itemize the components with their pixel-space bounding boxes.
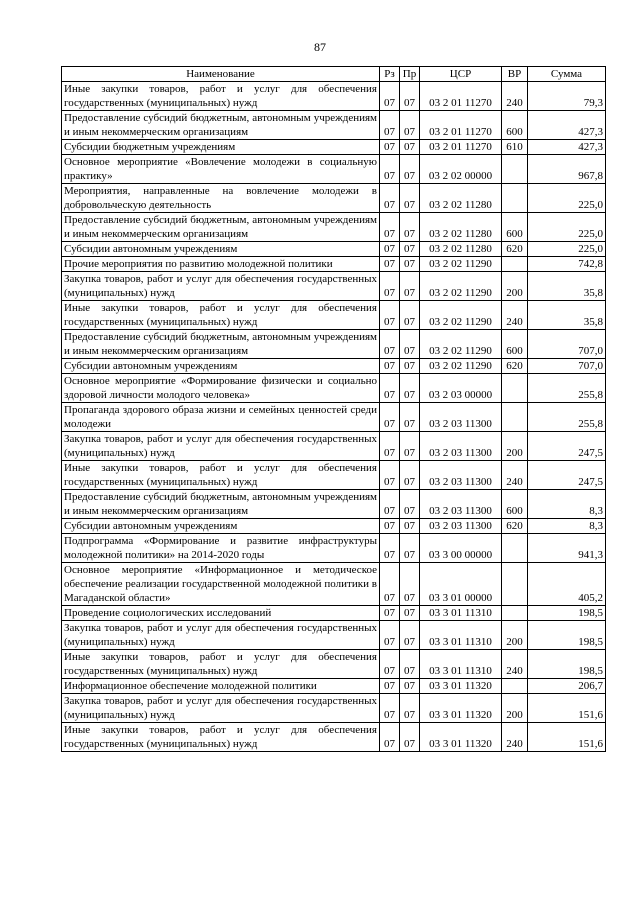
cell-vr: 240: [502, 650, 528, 679]
cell-pr: 07: [400, 111, 420, 140]
cell-name: Иные закупки товаров, работ и услуг для обеспечения государственных (муниципальных) нужд: [62, 301, 380, 330]
cell-name: Субсидии автономным учреждениям: [62, 519, 380, 534]
cell-vr: [502, 679, 528, 694]
table-row: [62, 534, 606, 563]
cell-sum: 427,3: [528, 111, 606, 140]
table-row: [62, 272, 606, 301]
header-rz: Рз: [380, 67, 400, 82]
table-row: [62, 213, 606, 242]
cell-vr: 200: [502, 694, 528, 723]
cell-sum: 427,3: [528, 140, 606, 155]
cell-pr: 07: [400, 82, 420, 111]
cell-csr: 03 2 02 00000: [420, 155, 502, 184]
cell-sum: 151,6: [528, 694, 606, 723]
cell-csr: 03 2 02 11290: [420, 330, 502, 359]
cell-rz: 07: [380, 723, 400, 752]
cell-csr: 03 2 03 11300: [420, 461, 502, 490]
cell-pr: 07: [400, 257, 420, 272]
cell-vr: [502, 374, 528, 403]
cell-rz: 07: [380, 301, 400, 330]
table-header-row: [62, 67, 606, 82]
cell-sum: 707,0: [528, 330, 606, 359]
cell-name: Мероприятия, направленные на вовлечение молодежи в добровольческую деятельность: [62, 184, 380, 213]
cell-name: Предоставление субсидий бюджетным, автономным учреждениям и иным некоммерческим организациям: [62, 490, 380, 519]
table-row: [62, 374, 606, 403]
cell-pr: 07: [400, 155, 420, 184]
cell-csr: 03 3 01 11310: [420, 650, 502, 679]
cell-csr: 03 2 01 11270: [420, 140, 502, 155]
header-sum: Сумма: [528, 67, 606, 82]
cell-rz: 07: [380, 679, 400, 694]
cell-pr: 07: [400, 694, 420, 723]
table-row: [62, 257, 606, 272]
cell-name: Основное мероприятие «Формирование физически и социально здоровой личности молодого человека»: [62, 374, 380, 403]
cell-rz: 07: [380, 650, 400, 679]
cell-pr: 07: [400, 432, 420, 461]
table-row: [62, 242, 606, 257]
table-row: [62, 621, 606, 650]
cell-rz: 07: [380, 461, 400, 490]
cell-vr: [502, 184, 528, 213]
cell-sum: 8,3: [528, 519, 606, 534]
cell-vr: 240: [502, 461, 528, 490]
cell-sum: 206,7: [528, 679, 606, 694]
cell-rz: 07: [380, 111, 400, 140]
cell-pr: 07: [400, 140, 420, 155]
cell-name: Иные закупки товаров, работ и услуг для обеспечения государственных (муниципальных) нужд: [62, 82, 380, 111]
cell-pr: 07: [400, 563, 420, 606]
cell-rz: 07: [380, 563, 400, 606]
cell-name: Предоставление субсидий бюджетным, автономным учреждениям и иным некоммерческим организациям: [62, 213, 380, 242]
table-row: [62, 359, 606, 374]
cell-csr: 03 2 02 11290: [420, 301, 502, 330]
cell-pr: 07: [400, 403, 420, 432]
cell-csr: 03 3 01 11310: [420, 621, 502, 650]
table-row: [62, 490, 606, 519]
cell-name: Подпрограмма «Формирование и развитие инфраструктуры молодежной политики» на 2014-2020 годы: [62, 534, 380, 563]
cell-pr: 07: [400, 621, 420, 650]
cell-name: Прочие мероприятия по развитию молодежной политики: [62, 257, 380, 272]
table-row: [62, 723, 606, 752]
cell-name: Основное мероприятие «Вовлечение молодежи в социальную практику»: [62, 155, 380, 184]
cell-vr: 600: [502, 330, 528, 359]
cell-sum: 255,8: [528, 374, 606, 403]
cell-vr: 600: [502, 111, 528, 140]
cell-name: Предоставление субсидий бюджетным, автономным учреждениям и иным некоммерческим организациям: [62, 330, 380, 359]
cell-csr: 03 3 01 11310: [420, 606, 502, 621]
cell-vr: 600: [502, 213, 528, 242]
cell-csr: 03 2 01 11270: [420, 111, 502, 140]
table-row: [62, 606, 606, 621]
cell-pr: 07: [400, 650, 420, 679]
table-row: [62, 432, 606, 461]
cell-csr: 03 2 03 11300: [420, 403, 502, 432]
cell-vr: 620: [502, 242, 528, 257]
cell-pr: 07: [400, 461, 420, 490]
header-name: Наименование: [62, 67, 380, 82]
cell-vr: 200: [502, 432, 528, 461]
cell-pr: 07: [400, 374, 420, 403]
cell-csr: 03 3 00 00000: [420, 534, 502, 563]
cell-vr: [502, 257, 528, 272]
cell-csr: 03 2 02 11290: [420, 257, 502, 272]
cell-rz: 07: [380, 184, 400, 213]
table-row: [62, 111, 606, 140]
cell-rz: 07: [380, 155, 400, 184]
cell-csr: 03 3 01 00000: [420, 563, 502, 606]
cell-name: Иные закупки товаров, работ и услуг для обеспечения государственных (муниципальных) нужд: [62, 723, 380, 752]
cell-name: Проведение социологических исследований: [62, 606, 380, 621]
cell-rz: 07: [380, 519, 400, 534]
cell-rz: 07: [380, 82, 400, 111]
header-csr: ЦСР: [420, 67, 502, 82]
cell-sum: 35,8: [528, 272, 606, 301]
cell-vr: 620: [502, 359, 528, 374]
cell-name: Субсидии бюджетным учреждениям: [62, 140, 380, 155]
cell-vr: 610: [502, 140, 528, 155]
cell-pr: 07: [400, 359, 420, 374]
cell-csr: 03 2 03 00000: [420, 374, 502, 403]
cell-rz: 07: [380, 140, 400, 155]
cell-csr: 03 2 02 11280: [420, 184, 502, 213]
cell-vr: [502, 534, 528, 563]
table-row: [62, 82, 606, 111]
cell-rz: 07: [380, 359, 400, 374]
cell-vr: [502, 155, 528, 184]
page-number: 87: [314, 40, 326, 54]
cell-sum: 225,0: [528, 213, 606, 242]
cell-pr: 07: [400, 723, 420, 752]
cell-pr: 07: [400, 606, 420, 621]
cell-sum: 247,5: [528, 432, 606, 461]
cell-rz: 07: [380, 272, 400, 301]
cell-sum: 151,6: [528, 723, 606, 752]
cell-csr: 03 3 01 11320: [420, 694, 502, 723]
cell-sum: 255,8: [528, 403, 606, 432]
cell-csr: 03 2 02 11280: [420, 242, 502, 257]
cell-name: Информационное обеспечение молодежной политики: [62, 679, 380, 694]
table-row: [62, 519, 606, 534]
cell-csr: 03 3 01 11320: [420, 679, 502, 694]
cell-vr: [502, 606, 528, 621]
cell-csr: 03 2 01 11270: [420, 82, 502, 111]
table-row: [62, 650, 606, 679]
cell-rz: 07: [380, 606, 400, 621]
table-row: [62, 155, 606, 184]
cell-pr: 07: [400, 330, 420, 359]
table-row: [62, 301, 606, 330]
cell-vr: [502, 563, 528, 606]
cell-sum: 8,3: [528, 490, 606, 519]
cell-name: Субсидии автономным учреждениям: [62, 242, 380, 257]
cell-pr: 07: [400, 272, 420, 301]
cell-vr: 240: [502, 301, 528, 330]
cell-vr: 240: [502, 723, 528, 752]
cell-name: Иные закупки товаров, работ и услуг для обеспечения государственных (муниципальных) нужд: [62, 650, 380, 679]
cell-rz: 07: [380, 257, 400, 272]
table-row: [62, 563, 606, 606]
cell-rz: 07: [380, 374, 400, 403]
table-row: [62, 184, 606, 213]
cell-sum: 79,3: [528, 82, 606, 111]
cell-name: Закупка товаров, работ и услуг для обеспечения государственных (муниципальных) нужд: [62, 694, 380, 723]
cell-rz: 07: [380, 534, 400, 563]
table-row: [62, 403, 606, 432]
cell-csr: 03 2 03 11300: [420, 490, 502, 519]
cell-vr: 240: [502, 82, 528, 111]
cell-rz: 07: [380, 403, 400, 432]
cell-sum: 941,3: [528, 534, 606, 563]
cell-pr: 07: [400, 242, 420, 257]
cell-name: Субсидии автономным учреждениям: [62, 359, 380, 374]
header-pr: Пр: [400, 67, 420, 82]
cell-rz: 07: [380, 330, 400, 359]
cell-csr: 03 2 02 11280: [420, 213, 502, 242]
cell-sum: 247,5: [528, 461, 606, 490]
cell-name: Закупка товаров, работ и услуг для обеспечения государственных (муниципальных) нужд: [62, 432, 380, 461]
cell-sum: 198,5: [528, 650, 606, 679]
cell-name: Иные закупки товаров, работ и услуг для обеспечения государственных (муниципальных) нужд: [62, 461, 380, 490]
cell-rz: 07: [380, 490, 400, 519]
table-row: [62, 330, 606, 359]
cell-sum: 198,5: [528, 621, 606, 650]
cell-pr: 07: [400, 213, 420, 242]
cell-name: Закупка товаров, работ и услуг для обеспечения государственных (муниципальных) нужд: [62, 621, 380, 650]
cell-vr: [502, 403, 528, 432]
cell-rz: 07: [380, 213, 400, 242]
budget-table: [61, 66, 606, 752]
cell-vr: 200: [502, 272, 528, 301]
cell-rz: 07: [380, 432, 400, 461]
cell-vr: 620: [502, 519, 528, 534]
cell-name: Закупка товаров, работ и услуг для обеспечения государственных (муниципальных) нужд: [62, 272, 380, 301]
cell-pr: 07: [400, 184, 420, 213]
cell-sum: 967,8: [528, 155, 606, 184]
cell-csr: 03 2 02 11290: [420, 359, 502, 374]
table-row: [62, 694, 606, 723]
cell-sum: 35,8: [528, 301, 606, 330]
cell-sum: 198,5: [528, 606, 606, 621]
cell-sum: 405,2: [528, 563, 606, 606]
header-vr: ВР: [502, 67, 528, 82]
cell-vr: 200: [502, 621, 528, 650]
cell-sum: 742,8: [528, 257, 606, 272]
cell-pr: 07: [400, 490, 420, 519]
cell-name: Предоставление субсидий бюджетным, автономным учреждениям и иным некоммерческим организациям: [62, 111, 380, 140]
cell-rz: 07: [380, 621, 400, 650]
cell-csr: 03 2 03 11300: [420, 519, 502, 534]
cell-csr: 03 2 03 11300: [420, 432, 502, 461]
cell-sum: 225,0: [528, 242, 606, 257]
cell-pr: 07: [400, 519, 420, 534]
cell-name: Пропаганда здорового образа жизни и семейных ценностей среди молодежи: [62, 403, 380, 432]
table-row: [62, 679, 606, 694]
cell-sum: 707,0: [528, 359, 606, 374]
cell-pr: 07: [400, 534, 420, 563]
cell-rz: 07: [380, 694, 400, 723]
cell-pr: 07: [400, 679, 420, 694]
cell-pr: 07: [400, 301, 420, 330]
cell-name: Основное мероприятие «Информационное и методическое обеспечение реализации государственной молодежной политики в Магаданской области»: [62, 563, 380, 606]
table-row: [62, 461, 606, 490]
cell-rz: 07: [380, 242, 400, 257]
cell-vr: 600: [502, 490, 528, 519]
cell-csr: 03 2 02 11290: [420, 272, 502, 301]
cell-sum: 225,0: [528, 184, 606, 213]
table-body: [62, 82, 606, 752]
table-row: [62, 140, 606, 155]
cell-csr: 03 3 01 11320: [420, 723, 502, 752]
